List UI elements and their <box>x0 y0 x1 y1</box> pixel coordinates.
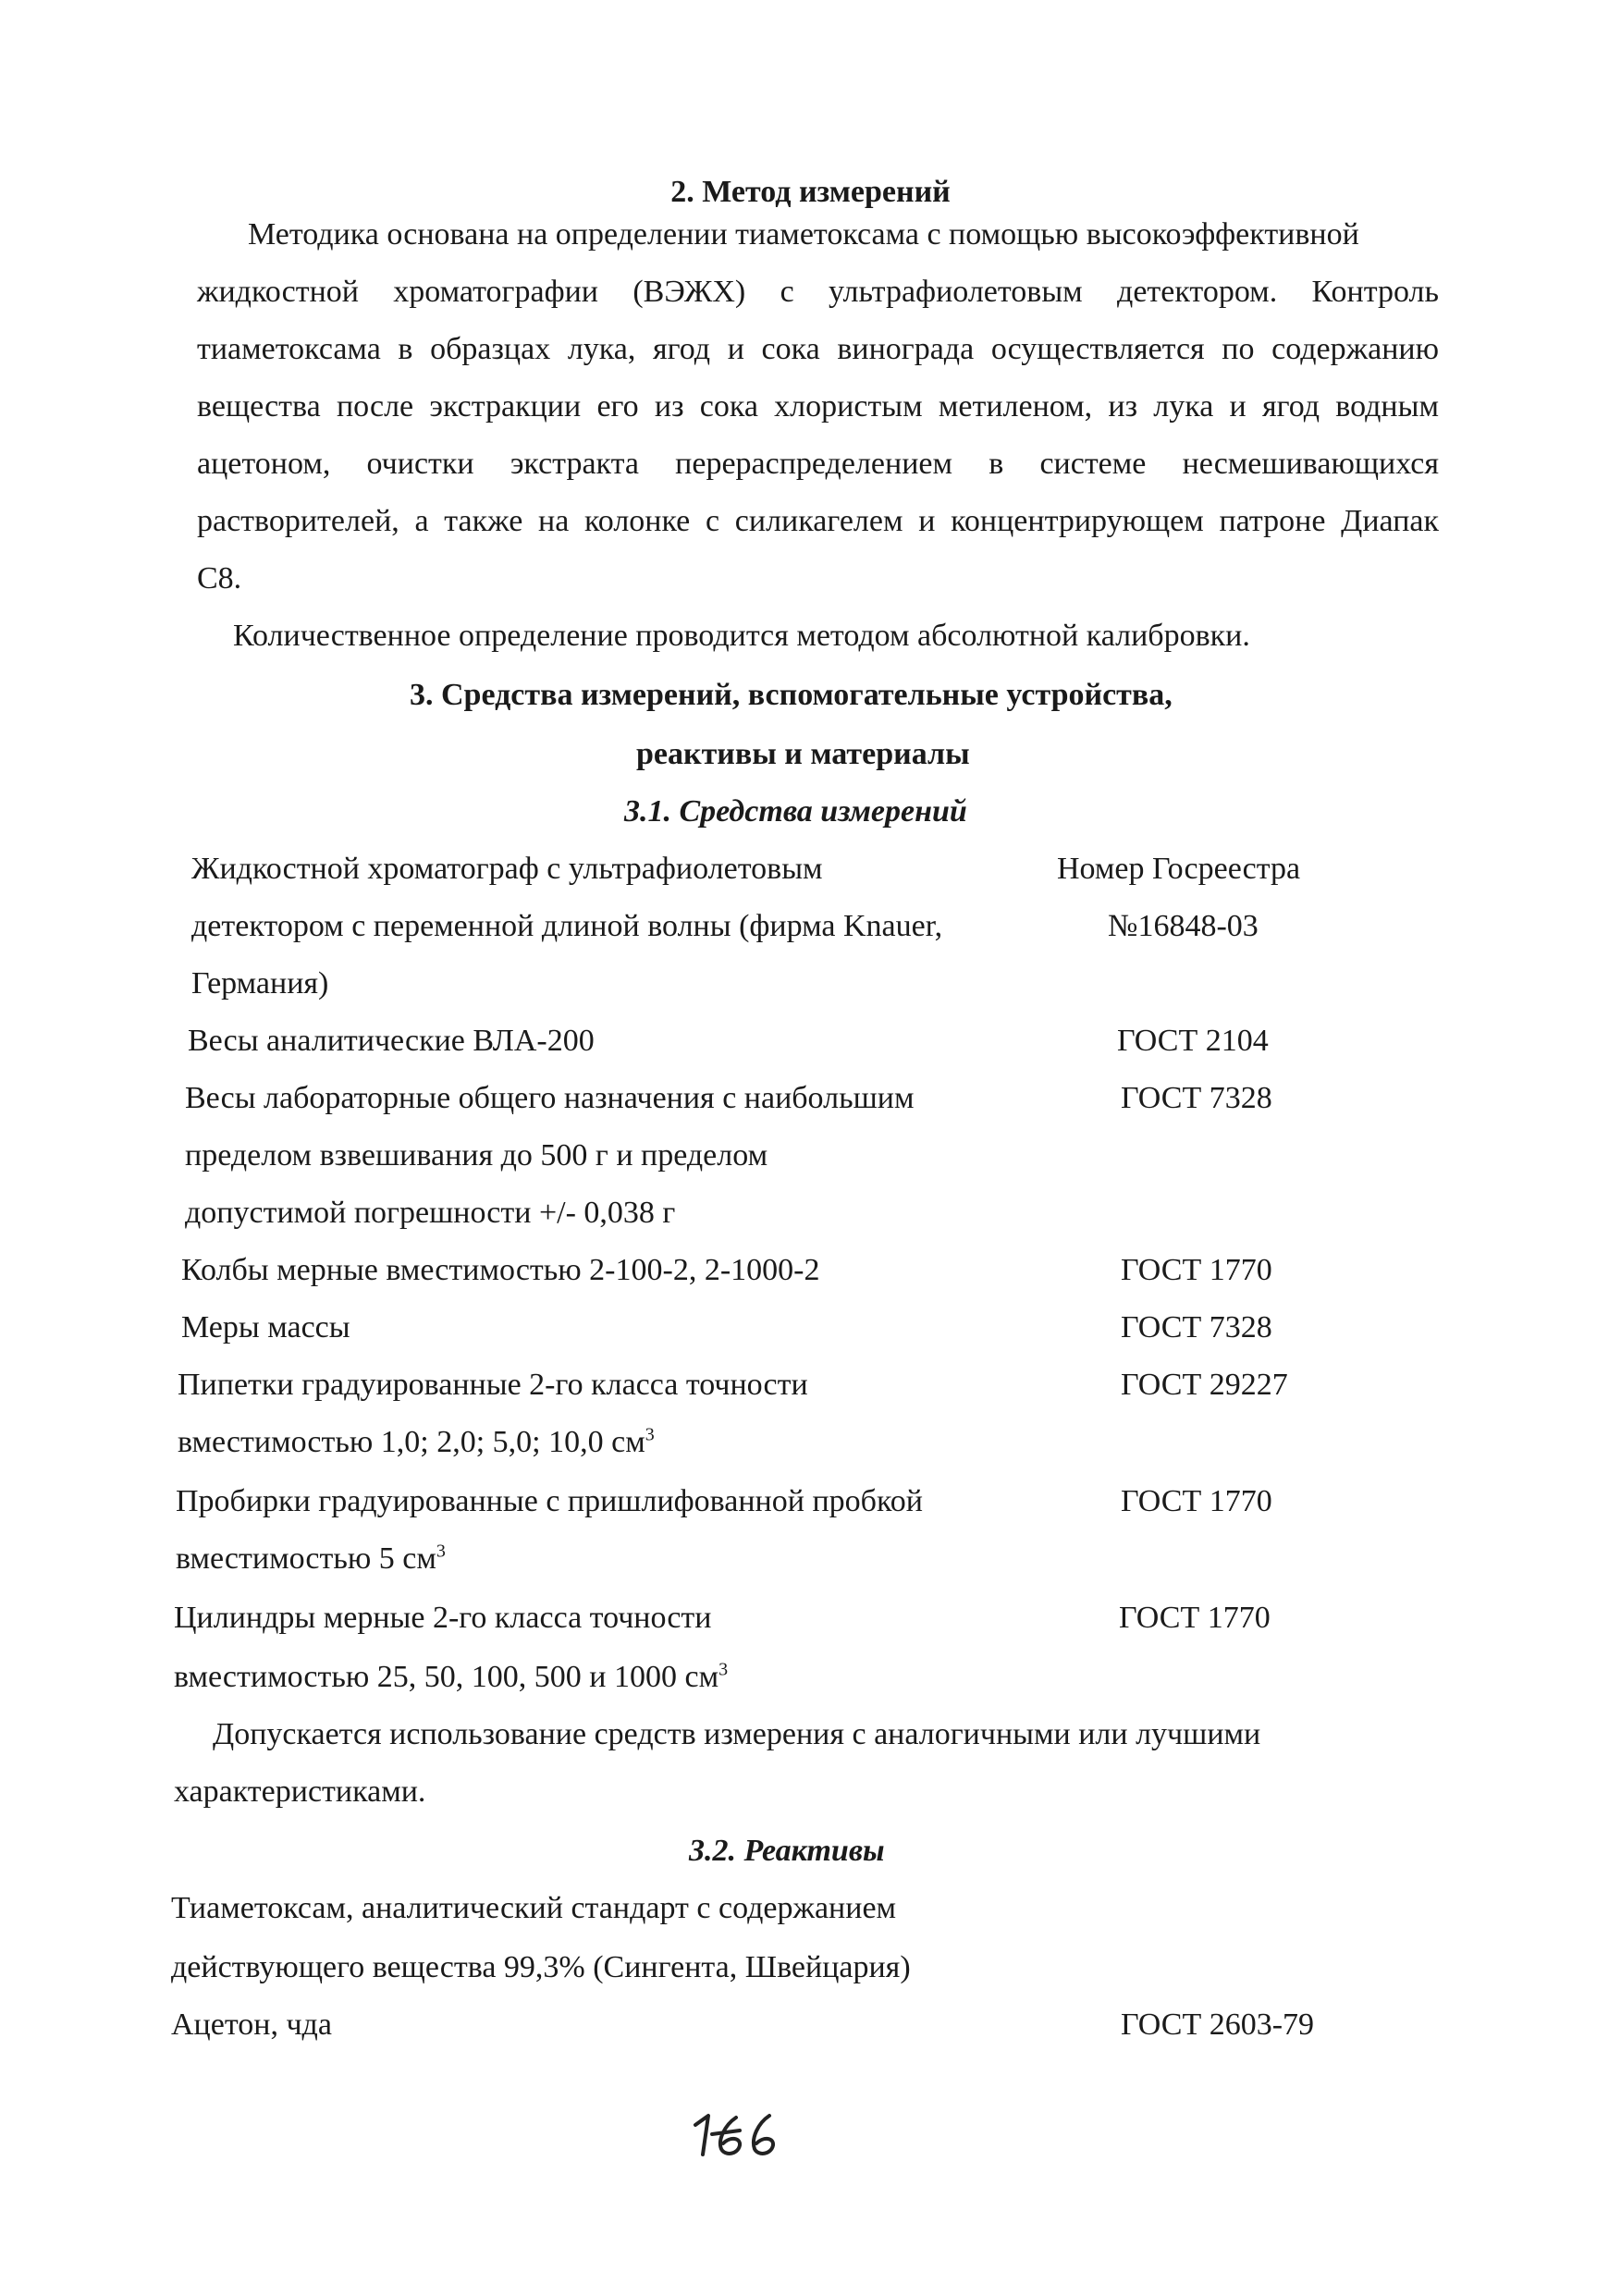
instrument-line-text: вместимостью 5 см <box>176 1541 436 1576</box>
instrument-line-with-sup <box>178 1424 655 1461</box>
handwritten-page-number <box>647 2097 832 2171</box>
instrument-line: пределом взвешивания до 500 г и пределом <box>185 1138 768 1173</box>
instrument-line: Цилиндры мерные 2-го класса точности <box>174 1601 712 1635</box>
instrument-ref: ГОСТ 7328 <box>1121 1310 1272 1344</box>
section-2-heading: 2. Метод измерений <box>670 175 951 209</box>
instrument-line: Пипетки градуированные 2-го класса точности <box>178 1368 808 1402</box>
instrument-line: Пробирки градуированные с пришлифованной пробкой <box>176 1484 923 1518</box>
instrument-ref: ГОСТ 7328 <box>1121 1081 1272 1115</box>
reagent-ref: ГОСТ 2603-79 <box>1121 2007 1315 2042</box>
section-2-paragraph-line: вещества после экстракции его из сока хлористым метиленом, из лука и ягод водным <box>197 389 1439 424</box>
superscript: 3 <box>718 1659 729 1680</box>
instrument-ref: №16848-03 <box>1108 909 1259 943</box>
section-2-paragraph-line: тиаметоксама в образцах лука, ягод и сока винограда осуществляется по содержанию <box>197 332 1439 366</box>
instrument-line: Жидкостной хроматограф с ультрафиолетовым <box>191 852 823 886</box>
page-number-scribble <box>647 2097 832 2171</box>
instrument-ref: ГОСТ 2104 <box>1117 1024 1269 1058</box>
reagent-line: Тиаметоксам, аналитический стандарт с содержанием <box>171 1891 897 1925</box>
instrument-ref: ГОСТ 1770 <box>1121 1484 1272 1518</box>
superscript: 3 <box>436 1541 446 1562</box>
superscript: 3 <box>645 1424 655 1445</box>
instrument-line: Германия) <box>191 966 329 1001</box>
section-2-paragraph-line: Методика основана на определении тиаметоксама с помощью высокоэффективной <box>248 217 1359 252</box>
instrument-line: детектором с переменной длиной волны (фирма Knauer, <box>191 909 943 943</box>
section-2-paragraph-line: ацетоном, очистки экстракта перераспределением в системе несмешивающихся <box>197 447 1439 481</box>
column-header-registry-number: Номер Госреестра <box>1057 852 1301 886</box>
note-line: Допускается использование средств измерения с аналогичными или лучшими <box>213 1717 1261 1751</box>
section-3-heading-line-1: 3. Средства измерений, вспомогательные устройства, <box>410 678 1173 712</box>
instrument-ref: ГОСТ 29227 <box>1121 1368 1288 1402</box>
instrument-line: допустимой погрешности +/- 0,038 г <box>185 1196 676 1230</box>
instrument-line: Меры массы <box>181 1310 350 1344</box>
instrument-line-text: вместимостью 1,0; 2,0; 5,0; 10,0 см <box>178 1425 645 1459</box>
instrument-line-with-sup <box>176 1541 446 1578</box>
instrument-line-with-sup <box>174 1659 728 1696</box>
section-3-heading-line-2: реактивы и материалы <box>636 737 970 771</box>
subsection-3-1-heading: 3.1. Средства измерений <box>624 794 967 829</box>
instrument-line: Весы лабораторные общего назначения с наибольшим <box>185 1081 915 1115</box>
reagent-line: Ацетон, чда <box>171 2007 332 2042</box>
subsection-3-2-heading: 3.2. Реактивы <box>689 1834 885 1868</box>
section-2-paragraph-2: Количественное определение проводится методом абсолютной калибровки. <box>233 619 1250 653</box>
section-2-paragraph-line: растворителей, а также на колонке с силикагелем и концентрирующем патроне Диапак <box>197 504 1439 538</box>
reagent-line: действующего вещества 99,3% (Сингента, Швейцария) <box>171 1950 911 1984</box>
section-2-paragraph-line: жидкостной хроматографии (ВЭЖХ) с ультрафиолетовым детектором. Контроль <box>197 275 1439 309</box>
note-line: характеристиками. <box>174 1774 426 1809</box>
instrument-line: Колбы мерные вместимостью 2-100-2, 2-1000-2 <box>181 1253 820 1287</box>
instrument-line-text: вместимостью 25, 50, 100, 500 и 1000 см <box>174 1660 719 1694</box>
instrument-ref: ГОСТ 1770 <box>1121 1253 1272 1287</box>
section-2-paragraph-line: С8. <box>197 561 242 595</box>
instrument-ref: ГОСТ 1770 <box>1119 1601 1271 1635</box>
instrument-line: Весы аналитические ВЛА-200 <box>188 1024 595 1058</box>
